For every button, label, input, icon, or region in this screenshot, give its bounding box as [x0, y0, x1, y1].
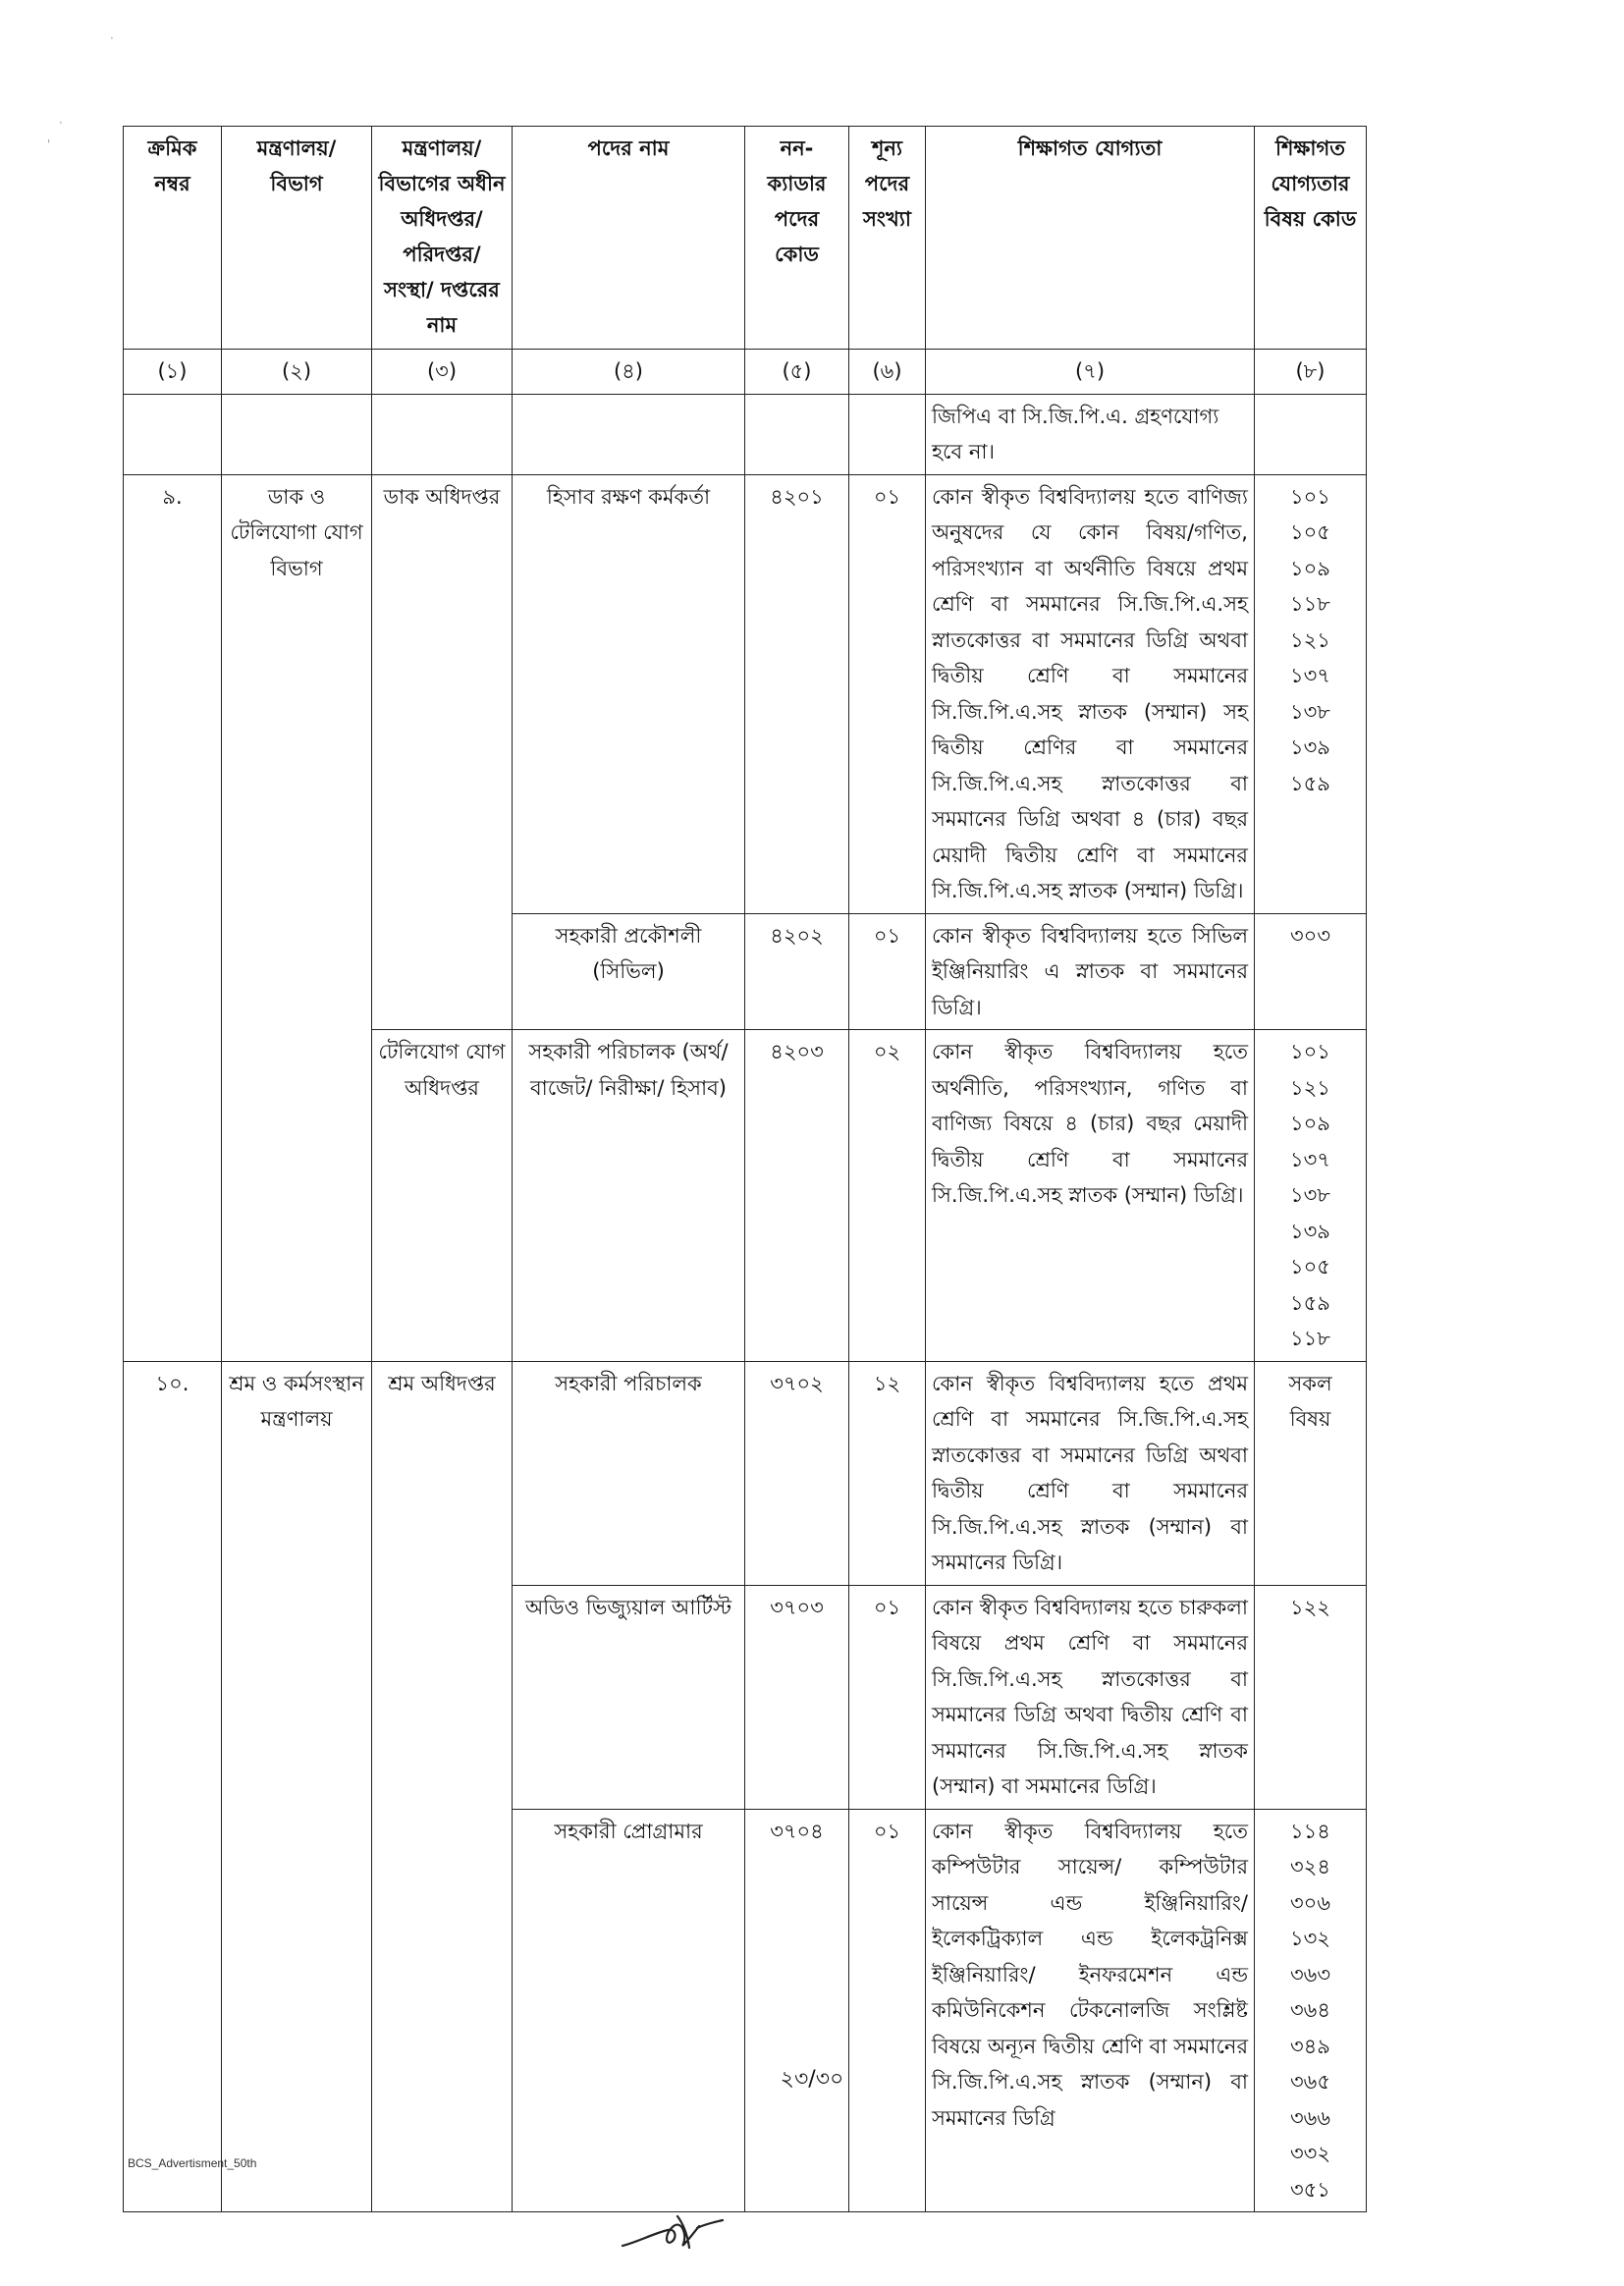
subject-code: ১০১ — [1290, 1040, 1330, 1063]
department-cell: টেলিযোগ যোগ অধিদপ্তর — [372, 1030, 513, 1362]
ministry-cell: শ্রম ও কর্মসংস্থান মন্ত্রণালয় — [222, 1361, 372, 2212]
qualification-cell: কোন স্বীকৃত বিশ্ববিদ্যালয় হতে সিভিল ইঞ্জিনিয়ারিং এ স্নাতক বা সমমানের ডিগ্রি। — [926, 913, 1255, 1030]
column-number: (৩) — [372, 350, 513, 395]
post-code-cell: ৩৭০৪ — [745, 1809, 849, 2212]
column-number: (৪) — [513, 350, 745, 395]
qualification-cell: কোন স্বীকৃত বিশ্ববিদ্যালয় হতে চারুকলা বিষয়ে প্রথম শ্রেণি বা সমমানের সি.জি.পি.এ.সহ স্নাতকোত্তর বা সমমানের ডিগ্রি অথবা দ্বিতীয় শ্রেণি বা সমমানের সি.জি.পি.এ.সহ স্নাতক (সম্মান) বা সমমানের ডিগ্রি। — [926, 1585, 1255, 1809]
post-name-cell: অডিও ভিজ্যুয়াল আর্টিস্ট — [513, 1585, 745, 1809]
carry-over-row — [124, 394, 1367, 474]
vacancy-cell: ০১ — [849, 1809, 926, 2212]
carry-over-note: জিপিএ বা সি.জি.পি.এ. গ্রহণযোগ্য হবে না। — [926, 394, 1255, 474]
subject-code: ১৩৭ — [1290, 664, 1330, 687]
subject-code: ১৩৯ — [1290, 1219, 1330, 1243]
subject-code: ৩৩২ — [1290, 2142, 1330, 2165]
subject-code: ১৩৮ — [1290, 1183, 1330, 1207]
header-post-code: নন- ক্যাডার পদের কোড — [745, 127, 849, 350]
subject-code: ১৫৯ — [1290, 771, 1330, 795]
serial-cell: ৯. — [124, 474, 222, 1361]
scan-speck: ' — [47, 137, 51, 151]
subject-code-cell — [1255, 474, 1367, 913]
column-number: (৮) — [1255, 350, 1367, 395]
subject-code: ১১৮ — [1290, 592, 1330, 616]
subject-code: ১৩২ — [1290, 1927, 1330, 1950]
post-name-cell: সহকারী পরিচালক (অর্থ/বাজেট/ নিরীক্ষা/ হিসাব) — [513, 1030, 745, 1362]
column-number: (৭) — [926, 350, 1255, 395]
post-code-cell: ৪২০৩ — [745, 1030, 849, 1362]
post-name-cell: সহকারী প্রোগ্রামার — [513, 1809, 745, 2212]
subject-code: ১১৮ — [1290, 1327, 1330, 1350]
qualification-cell: কোন স্বীকৃত বিশ্ববিদ্যালয় হতে অর্থনীতি, পরিসংখ্যান, গণিত বা বাণিজ্য বিষয়ে ৪ (চার) বছর মেয়াদী দ্বিতীয় শ্রেণি বা সমমানের সি.জি.পি.এ.সহ স্নাতক (সম্মান) ডিগ্রি। — [926, 1030, 1255, 1362]
vacancy-cell: ১২ — [849, 1361, 926, 1585]
header-row — [124, 127, 1367, 350]
header-vacancy: শূন্য পদের সংখ্যা — [849, 127, 926, 350]
header-ministry: মন্ত্রণালয়/ বিভাগ — [222, 127, 372, 350]
vacancy-cell: ০১ — [849, 913, 926, 1030]
post-code-cell: ৩৭০২ — [745, 1361, 849, 1585]
column-number: (৫) — [745, 350, 849, 395]
subject-code: সকল বিষয় — [1288, 1371, 1332, 1431]
table-row — [124, 474, 1367, 913]
subject-code: ৩৬৩ — [1290, 1962, 1330, 1987]
subject-code: ৩৪৯ — [1290, 2034, 1330, 2058]
column-number-row — [124, 350, 1367, 395]
subject-code: ১১৪ — [1290, 1819, 1330, 1843]
subject-code-cell — [1255, 1809, 1367, 2212]
subject-code: ১০৫ — [1290, 520, 1330, 544]
vacancy-cell: ০২ — [849, 1030, 926, 1362]
qualification-cell: কোন স্বীকৃত বিশ্ববিদ্যালয় হতে প্রথম শ্রেণি বা সমমানের সি.জি.পি.এ.সহ স্নাতকোত্তর বা সমমানের ডিগ্রি অথবা দ্বিতীয় শ্রেণি বা সমমানের সি.জি.পি.এ.সহ স্নাতক (সম্মান) বা সমমানের ডিগ্রি। — [926, 1361, 1255, 1585]
subject-code: ১০১ — [1290, 484, 1330, 509]
post-name-cell: হিসাব রক্ষণ কর্মকর্তা — [513, 474, 745, 913]
signature-mark — [619, 2204, 727, 2263]
subject-code: ১৫৯ — [1290, 1290, 1330, 1315]
subject-code: ৩৬৪ — [1290, 1998, 1330, 2022]
subject-code: ৩০৩ — [1290, 923, 1330, 948]
vacancy-table — [123, 126, 1367, 2212]
subject-code: ৩৫১ — [1290, 2177, 1330, 2202]
subject-code: ১০৯ — [1290, 556, 1330, 580]
ministry-cell: ডাক ও টেলিযোগা যোগ বিভাগ — [222, 474, 372, 1361]
subject-code: ১৩৯ — [1290, 735, 1330, 759]
subject-code: ৩৬৬ — [1290, 2105, 1330, 2130]
vacancy-cell: ০১ — [849, 1585, 926, 1809]
department-cell: শ্রম অধিদপ্তর — [372, 1361, 513, 2212]
subject-code-cell — [1255, 1030, 1367, 1362]
subject-code: ১৩৮ — [1290, 699, 1330, 724]
subject-code: ১২২ — [1290, 1595, 1330, 1619]
column-number: (১) — [124, 350, 222, 395]
post-name-cell: সহকারী প্রকৌশলী (সিভিল) — [513, 913, 745, 1030]
department-cell: ডাক অধিদপ্তর — [372, 474, 513, 1030]
subject-code-cell — [1255, 913, 1367, 1030]
subject-code: ১২১ — [1290, 1075, 1330, 1100]
subject-code: ১০৫ — [1290, 1255, 1330, 1279]
serial-cell: ১০. — [124, 1361, 222, 2212]
subject-code: ৩০৬ — [1290, 1890, 1330, 1915]
subject-code: ১৩৭ — [1290, 1147, 1330, 1171]
column-number: (৬) — [849, 350, 926, 395]
post-code-cell: ৪২০২ — [745, 913, 849, 1030]
page-number: ২৩/৩০ — [780, 2067, 844, 2092]
header-subject-code: শিক্ষাগত যোগ্যতার বিষয় কোড — [1255, 127, 1367, 350]
post-code-cell: ৩৭০৩ — [745, 1585, 849, 1809]
scan-speck: · — [110, 31, 114, 45]
header-serial: ক্রমিক নম্বর — [124, 127, 222, 350]
header-post-name: পদের নাম — [513, 127, 745, 350]
post-code-cell: ৪২০১ — [745, 474, 849, 913]
vacancy-cell: ০১ — [849, 474, 926, 913]
footer-filename: BCS_Advertisment_50th — [128, 2156, 257, 2170]
scan-speck: · — [59, 116, 63, 130]
subject-code: ১০৯ — [1290, 1112, 1330, 1135]
subject-code: ৩৬৫ — [1290, 2070, 1330, 2094]
table-row — [124, 1361, 1367, 1585]
qualification-cell: কোন স্বীকৃত বিশ্ববিদ্যালয় হতে কম্পিউটার সায়েন্স/ কম্পিউটার সায়েন্স এন্ড ইঞ্জিনিয়ারিং/ ইলেকট্রিক্যাল এন্ড ইলেকট্রনিক্স ইঞ্জিনিয়ারিং/ ইনফরমেশন এন্ড কমিউনিকেশন টেকনোলজি সংশ্লিষ্ট বিষয়ে অন্যূন দ্বিতীয় শ্রেণি বা সমমানের সি.জি.পি.এ.সহ স্নাতক (সম্মান) বা সমমানের ডিগ্রি — [926, 1809, 1255, 2212]
subject-code: ৩২৪ — [1290, 1855, 1330, 1878]
post-name-cell: সহকারী পরিচালক — [513, 1361, 745, 1585]
column-number: (২) — [222, 350, 372, 395]
header-qualification: শিক্ষাগত যোগ্যতা — [926, 127, 1255, 350]
subject-code: ১২১ — [1290, 627, 1330, 652]
subject-code-cell — [1255, 1585, 1367, 1809]
header-department: মন্ত্রণালয়/ বিভাগের অধীন অধিদপ্তর/ পরিদপ্তর/ সংস্থা/ দপ্তরের নাম — [372, 127, 513, 350]
qualification-cell: কোন স্বীকৃত বিশ্ববিদ্যালয় হতে বাণিজ্য অনুষদের যে কোন বিষয়/গণিত, পরিসংখ্যান বা অর্থনীতি বিষয়ে প্রথম শ্রেণি বা সমমানের সি.জি.পি.এ.সহ স্নাতকোত্তর বা সমমানের ডিগ্রি অথবা দ্বিতীয় শ্রেণি বা সমমানের সি.জি.পি.এ.সহ স্নাতক (সম্মান) সহ দ্বিতীয় শ্রেণির বা সমমানের সি.জি.পি.এ.সহ স্নাতকোত্তর বা সমমানের ডিগ্রি অথবা ৪ (চার) বছর মেয়াদী দ্বিতীয় শ্রেণি বা সমমানের সি.জি.পি.এ.সহ স্নাতক (সম্মান) ডিগ্রি। — [926, 474, 1255, 913]
subject-code-cell — [1255, 1361, 1367, 1585]
